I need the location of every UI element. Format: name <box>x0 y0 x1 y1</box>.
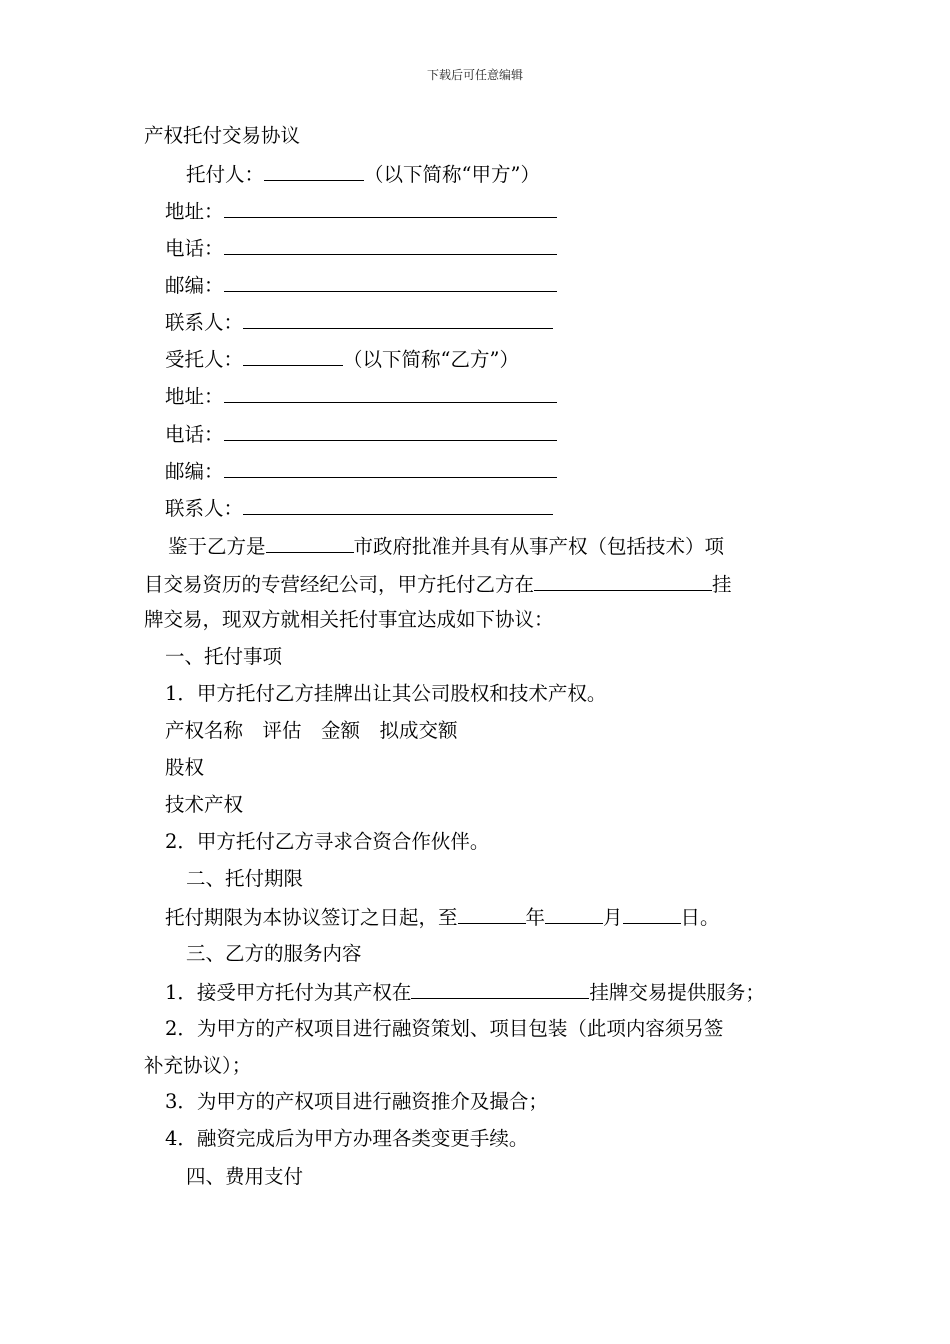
document-title: 产权托付交易协议 <box>144 124 301 147</box>
section-1-heading: 一、托付事项 <box>165 645 283 668</box>
party-a-phone-blank[interactable] <box>224 234 557 255</box>
month-blank[interactable] <box>545 903 603 924</box>
listing-place-blank[interactable] <box>411 978 589 999</box>
preamble-text-1a: 鉴于乙方是 <box>168 535 266 558</box>
section-3-item-2-line-2: 补充协议）； <box>144 1054 252 1077</box>
party-a-label: 托付人： <box>186 163 265 186</box>
party-b-postcode-label: 邮编： <box>165 460 224 483</box>
section-1-item-1: 1．甲方托付乙方挂牌出让其公司股权和技术产权。 <box>165 682 607 705</box>
party-b-contact-blank[interactable] <box>243 494 553 515</box>
party-b-address-line <box>165 382 557 410</box>
party-b-phone-label: 电话： <box>165 423 224 446</box>
party-b-phone-line <box>165 420 557 448</box>
party-a-contact-blank[interactable] <box>243 308 553 329</box>
section-4-heading: 四、费用支付 <box>186 1165 304 1188</box>
party-a-phone-line <box>165 234 557 262</box>
section-1-row-tech: 技术产权 <box>165 793 244 816</box>
preamble-text-2b: 挂 <box>712 573 732 596</box>
year-label: 年 <box>525 906 546 929</box>
party-a-contact-line <box>165 308 553 336</box>
party-a-address-line <box>165 197 557 225</box>
section-2-heading: 二、托付期限 <box>186 867 304 890</box>
preamble-line-2 <box>144 570 732 598</box>
section-3-item-1 <box>165 978 765 1006</box>
preamble-line-1 <box>168 532 724 560</box>
city-blank[interactable] <box>266 532 354 553</box>
year-blank[interactable] <box>458 903 526 924</box>
preamble-line-3: 牌交易，现双方就相关托付事宜达成如下协议： <box>144 608 554 631</box>
month-label: 月 <box>603 906 623 929</box>
party-b-address-label: 地址： <box>165 385 224 408</box>
party-b-postcode-blank[interactable] <box>224 457 557 478</box>
party-b-postcode-line <box>165 457 557 485</box>
day-blank[interactable] <box>623 903 681 924</box>
party-b-name-blank[interactable] <box>243 345 343 366</box>
party-a-contact-label: 联系人： <box>165 311 244 334</box>
section-3-heading: 三、乙方的服务内容 <box>186 942 362 965</box>
party-b-contact-line <box>165 494 553 522</box>
party-b-abbr: （以下简称“乙方”） <box>343 348 519 371</box>
section-1-table-header: 产权名称 评估 金额 拟成交额 <box>165 719 458 742</box>
party-a-postcode-label: 邮编： <box>165 274 224 297</box>
party-a-name-blank[interactable] <box>264 160 364 181</box>
party-a-address-blank[interactable] <box>224 197 557 218</box>
party-a-phone-label: 电话： <box>165 237 224 260</box>
exchange-blank[interactable] <box>534 570 712 591</box>
section-1-row-equity: 股权 <box>165 756 205 779</box>
party-a-abbr: （以下简称“甲方”） <box>364 163 540 186</box>
party-b-label: 受托人： <box>165 348 244 371</box>
section-3-item-4: 4．融资完成后为甲方办理各类变更手续。 <box>165 1127 529 1150</box>
header-note: 下载后可任意编辑 <box>426 68 523 82</box>
party-a-postcode-line <box>165 271 557 299</box>
party-b-phone-blank[interactable] <box>224 420 557 441</box>
section-1-item-2: 2．甲方托付乙方寻求合资合作伙伴。 <box>165 830 490 853</box>
party-a-address-label: 地址： <box>165 200 224 223</box>
day-label: 日。 <box>680 906 720 929</box>
section-2-text <box>165 903 720 931</box>
party-b-address-blank[interactable] <box>224 382 557 403</box>
preamble-text-2a: 目交易资历的专营经纪公司，甲方托付乙方在 <box>144 573 535 596</box>
party-a-line <box>186 160 540 188</box>
term-text: 托付期限为本协议签订之日起，至 <box>165 906 458 929</box>
service-1-text-b: 挂牌交易提供服务； <box>589 981 765 1004</box>
section-3-item-3: 3．为甲方的产权项目进行融资推介及撮合； <box>165 1090 548 1113</box>
section-3-item-2-line-1: 2．为甲方的产权项目进行融资策划、项目包装（此项内容须另签 <box>165 1017 724 1040</box>
service-1-text-a: 1．接受甲方托付为其产权在 <box>165 981 412 1004</box>
party-b-contact-label: 联系人： <box>165 497 244 520</box>
party-b-line <box>165 345 519 373</box>
party-a-postcode-blank[interactable] <box>224 271 557 292</box>
preamble-text-1b: 市政府批准并具有从事产权（包括技术）项 <box>353 535 725 558</box>
